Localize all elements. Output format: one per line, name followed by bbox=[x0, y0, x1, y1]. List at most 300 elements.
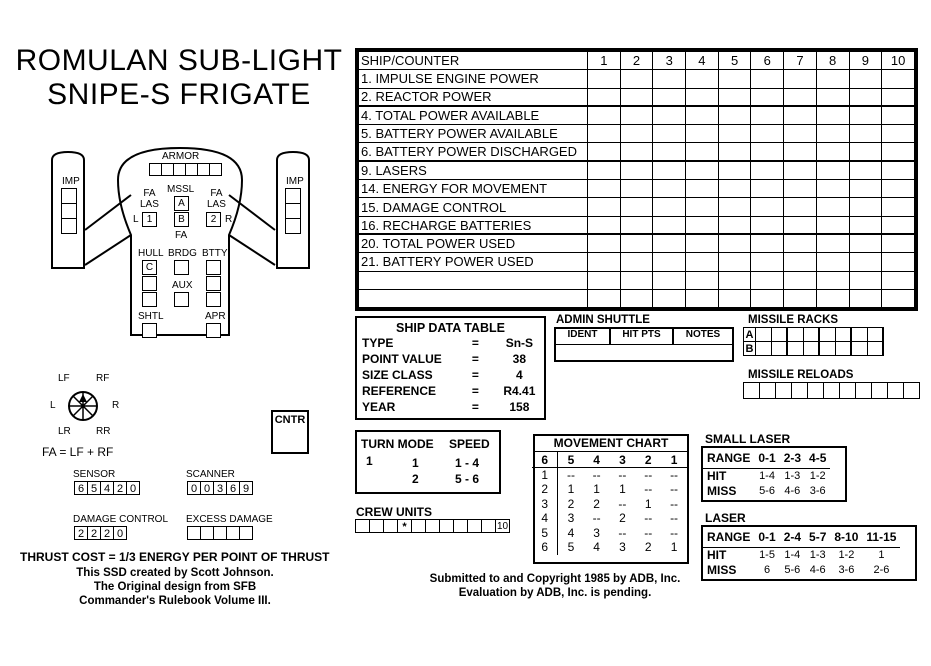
power-cell[interactable] bbox=[882, 106, 915, 124]
hull-box-c[interactable]: C bbox=[142, 260, 157, 275]
track-cell[interactable]: 0 bbox=[126, 481, 140, 495]
power-cell[interactable] bbox=[620, 216, 653, 234]
laser-heading: LASER bbox=[705, 511, 746, 525]
arc-lf-label: LF bbox=[58, 373, 70, 384]
power-cell[interactable] bbox=[751, 289, 784, 307]
power-cell[interactable] bbox=[718, 180, 751, 198]
track-cell[interactable]: 0 bbox=[113, 526, 127, 540]
aux-box[interactable] bbox=[174, 292, 189, 307]
power-cell[interactable] bbox=[620, 161, 653, 179]
missile-rack-cell[interactable] bbox=[755, 327, 772, 342]
power-cell[interactable] bbox=[718, 289, 751, 307]
power-cell[interactable] bbox=[816, 234, 849, 252]
power-cell[interactable] bbox=[653, 234, 686, 252]
track-cell[interactable]: 5 bbox=[87, 481, 101, 495]
missile-rack-cell[interactable] bbox=[819, 327, 836, 342]
power-cell[interactable] bbox=[882, 253, 915, 271]
laser-range-cell: 11-15 bbox=[862, 527, 900, 547]
power-chart-col-9: 9 bbox=[849, 52, 882, 70]
hull-label: HULL bbox=[138, 248, 164, 259]
ship-data-v: 4 bbox=[516, 368, 523, 382]
power-row-label: 1. IMPULSE ENGINE POWER bbox=[359, 70, 588, 88]
power-cell[interactable] bbox=[620, 143, 653, 161]
power-chart-col-7: 7 bbox=[784, 52, 817, 70]
power-cell[interactable] bbox=[718, 161, 751, 179]
small-laser-hit-cell: 1-2 bbox=[809, 469, 826, 482]
power-cell[interactable] bbox=[849, 289, 882, 307]
movement-cell: 1 bbox=[567, 482, 575, 497]
power-cell[interactable] bbox=[653, 161, 686, 179]
power-row-label: 14. ENERGY FOR MOVEMENT bbox=[359, 180, 588, 198]
power-cell[interactable] bbox=[784, 289, 817, 307]
power-cell[interactable] bbox=[784, 271, 817, 289]
ship-data-v: R4.41 bbox=[503, 384, 536, 398]
power-cell[interactable] bbox=[718, 106, 751, 124]
scanner-track[interactable] bbox=[188, 481, 253, 495]
small-laser-miss-cell: 3-6 bbox=[809, 484, 826, 497]
power-cell[interactable] bbox=[849, 271, 882, 289]
crew-unit-cell[interactable] bbox=[439, 519, 454, 533]
movement-cell: -- bbox=[670, 525, 679, 540]
power-cell[interactable] bbox=[751, 216, 784, 234]
power-cell[interactable] bbox=[816, 70, 849, 88]
power-cell[interactable] bbox=[816, 216, 849, 234]
crew-unit-cell[interactable] bbox=[383, 519, 398, 533]
power-cell[interactable] bbox=[849, 180, 882, 198]
left-pylon bbox=[85, 195, 131, 230]
missile-rack-cell[interactable] bbox=[787, 327, 804, 342]
power-cell[interactable] bbox=[653, 216, 686, 234]
power-chart-col-8: 8 bbox=[816, 52, 849, 70]
ship-data-k: TYPE bbox=[362, 336, 394, 350]
missile-rack-label: B bbox=[743, 341, 756, 356]
power-cell[interactable] bbox=[849, 143, 882, 161]
bridge-box[interactable] bbox=[174, 260, 189, 275]
power-cell[interactable] bbox=[751, 198, 784, 216]
missile-rack-cell[interactable] bbox=[787, 341, 804, 356]
power-cell[interactable] bbox=[588, 198, 621, 216]
power-row-label bbox=[359, 289, 588, 307]
copyright-line-1: Submitted to and Copyright 1985 by ADB, Inc. bbox=[429, 573, 681, 585]
power-cell[interactable] bbox=[588, 125, 621, 143]
fa-las-left-label: FA LAS bbox=[140, 188, 159, 210]
power-cell[interactable] bbox=[751, 271, 784, 289]
credits bbox=[20, 566, 330, 608]
power-cell[interactable] bbox=[751, 70, 784, 88]
power-chart-col-1: 1 bbox=[588, 52, 621, 70]
power-cell[interactable] bbox=[620, 180, 653, 198]
power-cell[interactable] bbox=[784, 253, 817, 271]
credit-line-3: Commander's Rulebook Volume III. bbox=[79, 595, 271, 607]
power-cell[interactable] bbox=[686, 253, 719, 271]
small-laser-miss-cell: MISS bbox=[707, 483, 737, 498]
power-cell[interactable] bbox=[882, 198, 915, 216]
sensor-track[interactable] bbox=[75, 481, 140, 495]
power-cell[interactable] bbox=[686, 289, 719, 307]
missile-rack-cell[interactable] bbox=[851, 327, 868, 342]
scanner-label: SCANNER bbox=[186, 469, 235, 480]
power-cell[interactable] bbox=[882, 88, 915, 106]
armor-boxes[interactable] bbox=[150, 163, 222, 176]
power-cell[interactable] bbox=[784, 161, 817, 179]
laser-hit-cell: 1-5 bbox=[759, 548, 775, 561]
ship-data-eq: = bbox=[471, 368, 479, 382]
crew-unit-cell[interactable] bbox=[481, 519, 496, 533]
power-cell[interactable] bbox=[882, 70, 915, 88]
power-cell[interactable] bbox=[816, 271, 849, 289]
arc-r-label: R bbox=[112, 400, 120, 411]
missile-rack-cell[interactable] bbox=[835, 341, 852, 356]
power-cell[interactable] bbox=[816, 125, 849, 143]
power-row-label: 4. TOTAL POWER AVAILABLE bbox=[359, 106, 588, 124]
power-cell[interactable] bbox=[882, 143, 915, 161]
power-cell[interactable] bbox=[588, 180, 621, 198]
power-cell[interactable] bbox=[849, 125, 882, 143]
thrust-cost-note: THRUST COST = 1/3 ENERGY PER POINT OF THRUST bbox=[20, 550, 330, 564]
turn-mode-row-2-speed: 5 - 6 bbox=[455, 472, 480, 486]
turn-mode-row-2-mode: 2 bbox=[412, 472, 419, 486]
power-row-label: 15. DAMAGE CONTROL bbox=[359, 198, 588, 216]
movement-cell: 3 bbox=[567, 511, 575, 526]
power-cell[interactable] bbox=[620, 289, 653, 307]
power-cell[interactable] bbox=[849, 253, 882, 271]
power-cell[interactable] bbox=[588, 253, 621, 271]
power-cell[interactable] bbox=[653, 106, 686, 124]
power-row-label: 20. TOTAL POWER USED bbox=[359, 234, 588, 252]
power-cell[interactable] bbox=[718, 70, 751, 88]
missile-rack-cell[interactable] bbox=[819, 341, 836, 356]
missile-rack-cell[interactable] bbox=[755, 341, 772, 356]
ship-data-eq: = bbox=[471, 400, 479, 414]
track-cell[interactable]: 2 bbox=[74, 526, 88, 540]
missile-racks-heading: MISSILE RACKS bbox=[748, 314, 839, 326]
ship-data-eq: = bbox=[471, 336, 479, 350]
track-cell[interactable]: 0 bbox=[187, 481, 201, 495]
movement-cell: -- bbox=[592, 511, 601, 526]
power-cell[interactable] bbox=[686, 143, 719, 161]
power-cell[interactable] bbox=[784, 234, 817, 252]
imp-right-label: IMP bbox=[286, 176, 304, 187]
missile-rack-cell[interactable] bbox=[835, 327, 852, 342]
battery-box-2[interactable] bbox=[206, 276, 221, 291]
crew-unit-cell[interactable] bbox=[425, 519, 440, 533]
power-cell[interactable] bbox=[784, 143, 817, 161]
power-cell[interactable] bbox=[751, 161, 784, 179]
laser-miss-cell: 2-6 bbox=[873, 563, 890, 576]
credit-line-2: The Original design from SFB bbox=[93, 581, 257, 593]
power-cell[interactable] bbox=[718, 253, 751, 271]
power-cell[interactable] bbox=[816, 253, 849, 271]
power-row-label: 16. RECHARGE BATTERIES bbox=[359, 216, 588, 234]
power-cell[interactable] bbox=[849, 161, 882, 179]
turn-mode-row-1-speed: 1 - 4 bbox=[455, 456, 480, 470]
power-cell[interactable] bbox=[816, 161, 849, 179]
excess-damage-track[interactable] bbox=[188, 526, 253, 540]
copyright-line-2: Evaluation by ADB, Inc. is pending. bbox=[458, 587, 652, 599]
power-cell[interactable] bbox=[816, 180, 849, 198]
small-laser-miss-cell: 5-6 bbox=[759, 484, 775, 497]
turn-mode-heading: TURN MODE bbox=[361, 437, 434, 451]
power-cell[interactable] bbox=[620, 253, 653, 271]
power-cell[interactable] bbox=[882, 180, 915, 198]
track-cell[interactable]: 2 bbox=[100, 526, 114, 540]
missile-rack-cell[interactable] bbox=[867, 327, 884, 342]
movement-cell: -- bbox=[644, 468, 653, 482]
battery-box-3[interactable] bbox=[206, 292, 221, 307]
damage-control-track[interactable] bbox=[75, 526, 127, 540]
power-cell[interactable] bbox=[751, 88, 784, 106]
missile-reloads-track[interactable] bbox=[744, 382, 920, 399]
power-cell[interactable] bbox=[718, 198, 751, 216]
crew-unit-cell[interactable]: * bbox=[397, 519, 412, 533]
power-cell[interactable] bbox=[653, 70, 686, 88]
power-cell[interactable] bbox=[751, 234, 784, 252]
imp-right-box-3[interactable] bbox=[285, 218, 301, 234]
missile-rack-a-box[interactable]: A bbox=[174, 196, 189, 211]
power-cell[interactable] bbox=[620, 271, 653, 289]
power-cell[interactable] bbox=[751, 106, 784, 124]
left-arc-label: L bbox=[133, 214, 139, 225]
crew-unit-cell[interactable] bbox=[355, 519, 370, 533]
power-cell[interactable] bbox=[849, 70, 882, 88]
power-cell[interactable] bbox=[686, 106, 719, 124]
laser-2-box[interactable]: 2 bbox=[206, 212, 221, 227]
hull-box-2[interactable] bbox=[142, 276, 157, 291]
power-cell[interactable] bbox=[849, 234, 882, 252]
power-cell[interactable] bbox=[653, 253, 686, 271]
laser-hit-cell: 1-4 bbox=[784, 548, 801, 561]
track-cell[interactable]: 9 bbox=[239, 481, 253, 495]
laser-miss-cell: 3-6 bbox=[838, 563, 855, 576]
mssl-fa-label: FA bbox=[175, 230, 188, 241]
power-cell[interactable] bbox=[849, 106, 882, 124]
power-cell[interactable] bbox=[718, 216, 751, 234]
ship-data-k: REFERENCE bbox=[362, 384, 437, 398]
movement-cell: -- bbox=[670, 511, 679, 526]
armor-label: ARMOR bbox=[162, 151, 200, 162]
power-cell[interactable] bbox=[686, 88, 719, 106]
missile-rack-cell[interactable] bbox=[771, 327, 788, 342]
imp-left-box-2[interactable] bbox=[61, 203, 77, 219]
power-cell[interactable] bbox=[882, 289, 915, 307]
damage-control-label: DAMAGE CONTROL bbox=[73, 514, 169, 525]
power-cell[interactable] bbox=[588, 161, 621, 179]
power-cell[interactable] bbox=[784, 198, 817, 216]
power-cell[interactable] bbox=[686, 125, 719, 143]
track-cell[interactable]: 4 bbox=[100, 481, 114, 495]
ship-data-k: YEAR bbox=[362, 400, 396, 414]
power-cell[interactable] bbox=[653, 143, 686, 161]
ship-data-k: POINT VALUE bbox=[362, 352, 442, 366]
power-cell[interactable] bbox=[849, 216, 882, 234]
power-cell[interactable] bbox=[653, 198, 686, 216]
power-cell[interactable] bbox=[653, 271, 686, 289]
track-cell[interactable]: 0 bbox=[200, 481, 214, 495]
power-cell[interactable] bbox=[784, 88, 817, 106]
power-cell[interactable] bbox=[686, 234, 719, 252]
power-cell[interactable] bbox=[686, 271, 719, 289]
power-cell[interactable] bbox=[718, 143, 751, 161]
crew-unit-cell[interactable] bbox=[369, 519, 384, 533]
hull-box-3[interactable] bbox=[142, 292, 157, 307]
missile-rack-cell[interactable] bbox=[803, 327, 820, 342]
missile-rack-cell[interactable] bbox=[771, 341, 788, 356]
shuttle-box[interactable] bbox=[142, 323, 157, 338]
admin-shuttle-box[interactable] bbox=[554, 327, 734, 362]
power-cell[interactable] bbox=[882, 216, 915, 234]
power-cell[interactable] bbox=[816, 106, 849, 124]
power-cell[interactable] bbox=[620, 70, 653, 88]
missile-racks-grid[interactable] bbox=[744, 327, 884, 356]
ship-data-v: 38 bbox=[512, 352, 527, 366]
small-laser-hit-cell: 1-3 bbox=[784, 469, 801, 482]
power-cell[interactable] bbox=[849, 88, 882, 106]
power-cell[interactable] bbox=[686, 216, 719, 234]
power-cell[interactable] bbox=[588, 70, 621, 88]
power-cell[interactable] bbox=[653, 88, 686, 106]
laser-range-cell: 8-10 bbox=[830, 527, 862, 547]
missile-rack-cell[interactable] bbox=[867, 341, 884, 356]
crew-unit-cell[interactable] bbox=[453, 519, 468, 533]
movement-cell: 3 bbox=[593, 525, 600, 540]
power-cell[interactable] bbox=[816, 289, 849, 307]
power-cell[interactable] bbox=[751, 143, 784, 161]
missile-rack-label: A bbox=[743, 327, 756, 342]
power-cell[interactable] bbox=[751, 125, 784, 143]
copyright bbox=[415, 572, 695, 600]
power-cell[interactable] bbox=[849, 198, 882, 216]
crew-unit-cell[interactable] bbox=[467, 519, 482, 533]
aux-label: AUX bbox=[172, 280, 193, 291]
title-line-2: SNIPE-S FRIGATE bbox=[47, 78, 311, 111]
power-cell[interactable] bbox=[588, 216, 621, 234]
power-cell[interactable] bbox=[816, 88, 849, 106]
power-cell[interactable] bbox=[718, 125, 751, 143]
power-cell[interactable] bbox=[816, 143, 849, 161]
arc-heading-arrow bbox=[79, 394, 87, 402]
power-chart-col-3: 3 bbox=[653, 52, 686, 70]
power-chart-col-6: 6 bbox=[751, 52, 784, 70]
mssl-label: MSSL bbox=[167, 184, 195, 195]
ship-data-v: 158 bbox=[509, 400, 530, 414]
power-cell[interactable] bbox=[784, 216, 817, 234]
power-cell[interactable] bbox=[686, 180, 719, 198]
movement-cell: -- bbox=[618, 496, 627, 511]
movement-cell: 4 bbox=[532, 511, 558, 526]
imp-right-box-2[interactable] bbox=[285, 203, 301, 219]
apr-box[interactable] bbox=[206, 323, 221, 338]
power-cell[interactable] bbox=[588, 88, 621, 106]
laser-hit-cell: 1-3 bbox=[809, 548, 826, 561]
track-cell[interactable]: 3 bbox=[213, 481, 227, 495]
track-cell[interactable]: 2 bbox=[113, 481, 127, 495]
movement-cell: -- bbox=[618, 525, 627, 540]
crew-unit-cell[interactable] bbox=[411, 519, 426, 533]
missile-rack-cell[interactable] bbox=[803, 341, 820, 356]
power-cell[interactable] bbox=[588, 234, 621, 252]
power-cell[interactable] bbox=[718, 234, 751, 252]
power-cell[interactable] bbox=[653, 125, 686, 143]
laser-table bbox=[701, 525, 917, 581]
power-cell[interactable] bbox=[882, 234, 915, 252]
power-cell[interactable] bbox=[784, 125, 817, 143]
laser-1-box[interactable]: 1 bbox=[142, 212, 157, 227]
track-cell[interactable]: 6 bbox=[226, 481, 240, 495]
power-cell[interactable] bbox=[588, 106, 621, 124]
track-cell[interactable]: 2 bbox=[87, 526, 101, 540]
movement-cell: 1 bbox=[593, 482, 600, 497]
power-cell[interactable] bbox=[686, 161, 719, 179]
power-cell[interactable] bbox=[816, 198, 849, 216]
missile-rack-b-box[interactable]: B bbox=[174, 212, 189, 227]
power-cell[interactable] bbox=[653, 180, 686, 198]
power-cell[interactable] bbox=[784, 70, 817, 88]
laser-range-cell: 2-4 bbox=[780, 527, 805, 547]
power-cell[interactable] bbox=[718, 88, 751, 106]
shuttle-label: SHTL bbox=[138, 311, 164, 322]
shuttle-notes-col: NOTES bbox=[674, 329, 732, 345]
power-cell[interactable] bbox=[751, 180, 784, 198]
power-cell[interactable] bbox=[588, 289, 621, 307]
power-cell[interactable] bbox=[882, 271, 915, 289]
page-title bbox=[8, 44, 350, 112]
left-pylon-lower bbox=[85, 235, 131, 265]
credit-line-1: This SSD created by Scott Johnson. bbox=[76, 567, 274, 579]
power-cell[interactable] bbox=[784, 106, 817, 124]
movement-header-cell: 5 bbox=[558, 452, 584, 468]
movement-cell: 4 bbox=[593, 540, 600, 555]
cntr-box[interactable] bbox=[271, 410, 309, 454]
power-cell[interactable] bbox=[882, 161, 915, 179]
power-allocation-chart bbox=[355, 48, 918, 311]
laser-miss-cell: MISS bbox=[707, 562, 737, 577]
movement-cell: -- bbox=[644, 482, 653, 497]
laser-miss-cell: 4-6 bbox=[809, 563, 826, 576]
power-cell[interactable] bbox=[882, 125, 915, 143]
movement-cell: 5 bbox=[532, 526, 558, 541]
power-cell[interactable] bbox=[588, 271, 621, 289]
power-cell[interactable] bbox=[653, 289, 686, 307]
power-cell[interactable] bbox=[751, 253, 784, 271]
power-cell[interactable] bbox=[620, 106, 653, 124]
imp-left-box-3[interactable] bbox=[61, 218, 77, 234]
laser-miss-cell: 5-6 bbox=[784, 563, 801, 576]
movement-cell: 4 bbox=[567, 525, 575, 540]
missile-reloads-heading: MISSILE RELOADS bbox=[748, 369, 854, 381]
power-cell[interactable] bbox=[784, 180, 817, 198]
track-cell[interactable]: 6 bbox=[74, 481, 88, 495]
power-cell[interactable] bbox=[686, 198, 719, 216]
power-cell[interactable] bbox=[620, 88, 653, 106]
power-cell[interactable] bbox=[620, 234, 653, 252]
laser-miss-cell: 6 bbox=[763, 563, 771, 576]
movement-cell: -- bbox=[592, 468, 601, 482]
power-cell[interactable] bbox=[588, 143, 621, 161]
power-cell[interactable] bbox=[718, 271, 751, 289]
missile-rack-cell[interactable] bbox=[851, 341, 868, 356]
cntr-label: CNTR bbox=[274, 414, 306, 426]
movement-cell: 3 bbox=[619, 540, 626, 555]
movement-cell: 6 bbox=[532, 540, 558, 555]
imp-right-box-1[interactable] bbox=[285, 188, 301, 204]
imp-left-box-1[interactable] bbox=[61, 188, 77, 204]
battery-box-1[interactable] bbox=[206, 260, 221, 275]
power-cell[interactable] bbox=[620, 125, 653, 143]
crew-units-track[interactable] bbox=[356, 519, 510, 533]
power-cell[interactable] bbox=[686, 70, 719, 88]
power-cell[interactable] bbox=[620, 198, 653, 216]
movement-cell: -- bbox=[670, 468, 679, 482]
